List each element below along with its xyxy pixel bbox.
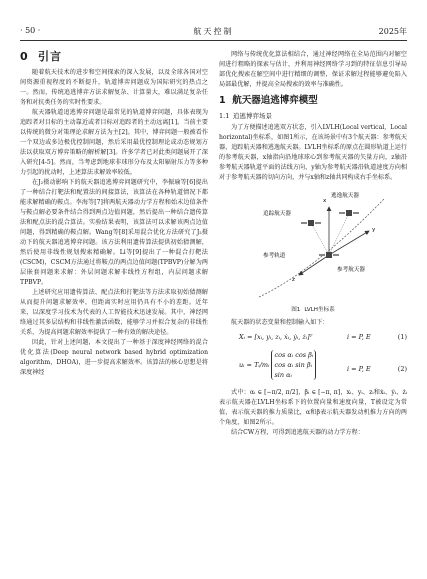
axis-y-label: y [372, 227, 376, 233]
equation-2-number: (2) [397, 365, 407, 373]
equation-1-condition: i = P, E [347, 333, 371, 341]
lvlh-diagram [219, 185, 407, 305]
figure-caption [219, 305, 407, 315]
z-axis-arrow [299, 255, 329, 275]
subsection-title: 追逃博弈场景 [233, 112, 272, 120]
y-axis-arrow [329, 231, 369, 255]
caption-number: 图1 [291, 307, 301, 313]
matrix-row: cos αᵢ sin βᵢ [274, 361, 312, 369]
section-number: 1 [219, 95, 226, 106]
left-column [20, 50, 208, 378]
matrix-row: sin αᵢ [274, 371, 292, 379]
intro-paragraph-5: 因此，针对上述问题，本文提出了一种基于深度神经网络的混合优化算法(Deep neural network based hybrid optimization algorithm，DHOA)，进一步提高求解效率。该算法的核心思想是将深度神经 [20, 339, 208, 376]
figure-lvlh-frame [219, 185, 407, 305]
variable-definition-paragraph: 式中：αᵢ ∈ [−π/2, π/2]，βᵢ ∈ [−π, π]，xᵢ、yᵢ、zᵢ和ẋᵢ、ẏᵢ、żᵢ表示航天器在LVLH坐标系下的位置向量和速度向量，T被设定为常值，表示航天器的推力质量比，α和β表示航天器发动机推力方向的两个角度，如图2所示。 [219, 389, 407, 426]
section-heading-intro [20, 52, 208, 62]
reference-spacecraft-icon [319, 252, 339, 258]
page-header [20, 24, 407, 41]
equation-1-body: Xᵢ = [xᵢ, yᵢ, zᵢ, ẋᵢ, ẏᵢ, żᵢ]ᵀ [239, 333, 313, 341]
intro-paragraph-2: 航天器轨道追逃博弈问题是最常见的轨道博弈问题，具体表现为追踪者对目标的主动靠近或者目标对追踪者的主动远离[1]。当前主要以传统的微分对策理论求解方法为主[2]。其中，博弈问题一般被看作一个双边或多边极优控制问题，然后采用最优控制理论或动态规划方法以获取双方博弈策略的解析解[3]。许多学者已对此类问题展开了深入研究[4-5]。然而，当考虑到地球非球形分布及太阳辐射压力等多种力引起的扰动时，上述算法求解效率较低。 [20, 109, 208, 176]
subsection-number: 1.1 [219, 112, 230, 120]
section-heading-model [219, 96, 407, 106]
section-title: 航天器追逃博弈模型 [232, 95, 318, 106]
evader-label: 逃逸航天器 [331, 193, 359, 199]
equation-1 [219, 328, 407, 348]
journal-year: 2025年 [378, 27, 407, 36]
intro-paragraph-4: 上述研究应用遗传算法、配点法和打靶法等方法求取初始猜测解从而提升问题求解效率，但距离实时应用仍具有不小的差距。近年来，以深度学习技术为代表的人工智能技术迅速发展。其中，神经网络通过其多层结构和非线性激活函数，能够学习并拟合复杂的非线性关系，为提高问题求解效率提供了一种有效的解决途径。 [20, 289, 208, 336]
journal-title: 航天控制 [193, 27, 234, 36]
dynamics-intro-paragraph: 结合CW方程，可得到追逃航天器的动力学方程： [231, 429, 364, 436]
axis-x-label: x [323, 198, 327, 204]
right-column [219, 50, 407, 438]
reference-label: 参考航天器 [337, 267, 365, 273]
intro-paragraph-1: 随着航天技术的进步和空间探索的深入发展，以及全球各国对空间资源重视程度的不断提升，轨道博弈问题成为国际研究的热点之一。然而，传统追逃博弈方法求解复杂、计算量大，难以满足复杂任务和对抗类任务的实时性要求。 [20, 69, 208, 106]
equation-2-lhs: uᵢ = Tᵢ/mᵢ [239, 361, 270, 369]
caption-text: LVLH坐标系 [304, 307, 335, 313]
evader-spacecraft-icon [339, 210, 359, 216]
axis-z-label: z [292, 277, 295, 283]
equation-2-condition: i = P, E [347, 365, 371, 373]
state-intro-paragraph: 航天器的状态变量和控制输入如下： [231, 319, 329, 326]
equation-1-number: (1) [397, 333, 407, 341]
section-number: 0 [20, 50, 29, 63]
page-number: · 50 · [20, 26, 41, 35]
scenario-paragraph: 为了方便描述追逃双方状态，引入LVLH(Local vertical，Local horizontal)坐标系，如图1所示，在该场景中有3个航天器：参考航天器、追踪航天器和逃逸航天器。LVLH坐标系的原点在圆形轨道上运行的参考航天器，x轴指向沿地球球心到参考航天器的矢量方向，z轴沿参考航天器轨道平面的法线方向，y轴为参考航天器沿轨道速度方向相对于参考航天器的切向方向，并与x轴和z轴共同构成右手坐标系。 [219, 124, 407, 181]
intro-paragraph-3: 在J₂摄动影响下的航天器追逃博弈问题研究中，李振瑜等[6]提出了一种结合打靶法和配置法的间接算法，该算法在各种轨道情况下都能求解精确的鞍点。李海等[7]将两航天器动力学方程和始末边值条件与鞍点解必要条件结合得到两点边值问题，然后提出一种结合遗传算法和配点法的混合算法。实验结果表明，该算法可以求解该两点边值问题，得到精确的鞍点解。Wang等[8]采用混合优化方法研究了J₂摄动下的航天器追逃博弈问题。该方法利用遗传算法提供初始猜测解，然后使用非线性规划搜索精确解。Li等[9]提出了一种混合打靶法(CSCM)，CSCM方法通过将鞍点的两点边值问题(TPBVP)分解为两层嵌套问题来求解：外层问题求解非线性方程组，内层问题求解TPBVP。 [20, 179, 208, 286]
equation-2 [219, 348, 407, 388]
pursuer-vector [311, 223, 329, 255]
matrix-row: cos αᵢ cos βᵢ [274, 351, 314, 359]
pursuer-label: 追踪航天器 [263, 211, 291, 217]
equation-2-matrix [271, 350, 316, 380]
orbit-label: 参考轨道 [263, 253, 286, 259]
subsection-heading [219, 111, 407, 121]
section-title: 引言 [38, 50, 62, 63]
intro-continuation: 网络与传统优化算法相结合，通过神经网络在全局范围内对解空间进行粗略的探索与估计，并利用神经网络学习到的特征信息引导局部优化搜索在解空间中进行精细的调整，保证求解过程能够避免陷入局部最优解，并提高全局搜索的效率与准确性。 [219, 51, 407, 88]
pursuer-spacecraft-icon [301, 220, 321, 226]
